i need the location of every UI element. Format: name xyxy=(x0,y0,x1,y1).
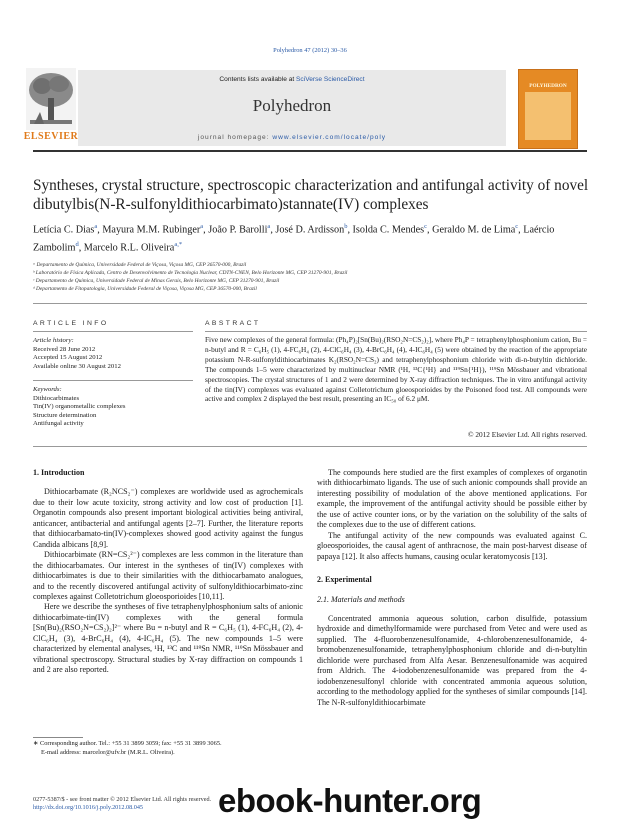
article-info-heading: ARTICLE INFO xyxy=(33,320,109,327)
contents-prefix: Contents lists available at xyxy=(219,76,297,83)
doi-link[interactable]: http://dx.doi.org/10.1016/j.poly.2012.08.045 xyxy=(33,804,144,812)
keyword: Antifungal activity xyxy=(33,420,84,428)
contents-line xyxy=(78,76,506,83)
keyword: Dithiocarbimates xyxy=(33,394,80,402)
abstract-rule xyxy=(205,331,587,332)
author-name[interactable]: Mayura M.M. Rubinger xyxy=(102,224,201,236)
cover-image xyxy=(525,92,571,140)
journal-homepage xyxy=(78,134,506,141)
history-received: Received 28 June 2012 xyxy=(33,345,96,353)
history-accepted: Accepted 15 August 2012 xyxy=(33,354,103,362)
author-affiliation-mark[interactable]: d xyxy=(75,240,79,248)
author-name[interactable]: Isolda C. Mendes xyxy=(352,224,425,236)
article-title: Syntheses, crystal structure, spectroscopic characterization and antifungal activity of novel dibutylbis(N-R-sulfonyldithiocarbimato)stannate(IV) complexes xyxy=(33,177,589,213)
author-name[interactable]: Letícia C. Dias xyxy=(33,224,95,236)
body-paragraph: The antifungal activity of the new compounds was evaluated against C. gloeosporioides, the causal agent of anthracnose, the main post-harvest disease of papaya [12]. It also affects humans, causing ocular keratomycosis [13]. xyxy=(317,530,587,561)
author-affiliation-mark[interactable]: c xyxy=(515,223,519,230)
experimental-heading: 2. Experimental xyxy=(317,575,372,585)
author-affiliation-mark[interactable]: a xyxy=(200,223,204,230)
homepage-link[interactable]: www.elsevier.com/locate/poly xyxy=(272,134,387,141)
article-history xyxy=(33,337,193,371)
abstract-heading: ABSTRACT xyxy=(205,320,261,327)
journal-citation[interactable]: Polyhedron 47 (2012) 30–36 xyxy=(273,47,347,54)
author-name[interactable]: José D. Ardisson xyxy=(275,224,345,236)
keyword: Structure determination xyxy=(33,411,97,419)
info-rule xyxy=(33,331,193,332)
author-affiliation-mark[interactable]: a xyxy=(94,223,98,230)
intro-paragraph: Here we describe the syntheses of five tetraphenylphosphonium salts of anionic dithiocarbimate-tin(IV) complexes with the general formula [Sn(Bu)₂(RSO₂N=CS₂)₂]²⁻ where Bu = n-butyl and R = C₆H₅ (1), 4-FC₆H₄ (2), 4-ClC₆H₄ (3), 4-BrC₆H₄ (4), 4-IC₆H₄ (5). The new compounds 1–5 were characterized by elemental analyses, ¹H, ¹³C and ¹¹⁹Sn NMR, ¹¹⁹Sn Mössbauer and vibrational spectroscopy. Structural studies by X-ray diffraction on compounds 1 and 2 are also reported. xyxy=(33,602,303,675)
affiliation-b: ᵇ Laboratório de Física Aplicada, Centro de Desenvolvimento de Tecnologia Nuclear, CDTN-CNEN, Belo Horizonte MG, CEP 31270-901, Brazil xyxy=(33,270,348,276)
elsevier-logo[interactable]: ELSEVIER xyxy=(23,131,79,142)
abstract-bottom-rule xyxy=(33,446,587,447)
affiliation-a: ᵃ Departamento de Química, Universidade Federal de Viçosa, Viçosa MG, CEP 36570-000, Brazil xyxy=(33,262,247,268)
info-top-rule xyxy=(33,303,587,304)
footnote-rule xyxy=(33,737,83,738)
keyword: Tin(IV) organometallic complexes xyxy=(33,403,126,411)
author-name[interactable]: Geraldo M. de Lima xyxy=(432,224,516,236)
author-affiliation-mark[interactable]: a,* xyxy=(174,240,183,248)
introduction-section xyxy=(33,468,303,676)
corresponding-author: ∗ Corresponding author. Tel.: +55 31 3899 3059; fax: +55 31 3899 3065. xyxy=(33,740,222,747)
journal-name: Polyhedron xyxy=(252,96,332,115)
author-affiliation-mark[interactable]: a xyxy=(267,223,271,230)
body-paragraph: The compounds here studied are the first examples of complexes of organotin with dithiocarbimato ligands. The use of such anionic compounds shall provide an interesting possibility of modulation of the above mentioned applications. For example, the improvement of the antifungal activity should be possible either by the use of active counter ions, or by the variation on the solubility of the salts of the complexes due to the use of different cations. xyxy=(317,468,587,530)
homepage-prefix: journal homepage: xyxy=(197,134,273,141)
author-list: Letícia C. Dias$^a$, Mayura M.M. Rubinger$^a$, João P. Barolli$^a$, José D. Ardisson$^b$, Isolda C. Mendes$^c$, Geraldo M. de Lima$^c$, Laércio Zambolim$^d$, Marcelo R.L. Oliveira$^{a,*}$ xyxy=(33,223,555,254)
author-affiliation-mark[interactable]: b xyxy=(344,223,348,230)
history-label: Article history: xyxy=(33,337,74,344)
history-online: Available online 30 August 2012 xyxy=(33,362,121,370)
materials-heading: 2.1. Materials and methods xyxy=(317,594,405,604)
intro-paragraph: Dithiocarbimate (RN=CS₂²⁻) complexes are less common in the literature than the dithiocarbamates. Our interest in the syntheses of tin(IV) complexes with dithiocarbimates is due to their similarities with the dithiocarbamato analogues, and to the recently discovered antifungal activity of sulfonyldithiocarbimato-zinc complexes against Colletotrichum gloeosporioides [10,11]. xyxy=(33,550,303,601)
author-name[interactable]: Marcelo R.L. Oliveira xyxy=(83,242,175,254)
intro-paragraph: Dithiocarbamate (R₂NCS₂⁻) complexes are worldwide used as agrochemicals due to their low acute toxicity, strong activity and low cost of production [1]. Organotin compounds also present important biological activities being antiviral, anticancer, antibacterial and antifungal agents [2–7]. Further, the literature reports that dithiocarbamato-tin(IV)-complexes showed good activity against the fungus Candida albicans [8,9]. xyxy=(33,487,303,549)
watermark: ebook-hunter.org xyxy=(218,782,482,819)
introduction-heading: 1. Introduction xyxy=(33,468,85,477)
materials-paragraph: Concentrated ammonia aqueous solution, carbon disulfide, potassium hydroxide and dimethylformamide were purchased from Vetec and were used as supplied. The 4-fluorobenzenesulfonamide, 4-chlorobenzenesulfonamide, 4-bromobenzenesulfonamide, tetraphenylphosphonium chloride and di-n-butyltin dichloride were purchased from Alfa Aesar. Benzenesulfonamide was acquired from Aldrich. The 4-iodobenzenesulfonamide was prepared from the 4-iodobenzenesulfonyl chloride with concentrated ammonia aqueous solution, according to the methodology applied for the syntheses of similar compounds [14]. The N-R-sulfonyldithiocarbimate xyxy=(317,613,587,707)
affiliation-c: ᶜ Departamento de Química, Universidade Federal de Minas Gerais, Belo Horizonte MG, CEP 31270-901, Brazil xyxy=(33,278,280,284)
issn-line: 0277-5387/$ - see front matter © 2012 Elsevier Ltd. All rights reserved. xyxy=(33,796,212,803)
keywords-rule xyxy=(33,380,193,381)
keywords xyxy=(33,386,193,429)
author-name[interactable]: Laércio Zambolim xyxy=(33,224,555,254)
author-email[interactable]: E-mail address: marcelor@ufv.br (M.R.L. Oliveira). xyxy=(41,748,175,756)
abstract-text: Five new complexes of the general formula: (Ph₄P)₂[Sn(Bu)₂(RSO₂N=CS₂)₂], where Ph₄P = tetraphenylphosphonium cation, Bu = n-butyl and R = C₆H₅ (1), 4-FC₆H₄ (2), 4-ClC₆H₄ (3), 4-BrC₆H₄ (4), 4-IC₆H₄ (5) were obtained by the reaction of the appropriate potassium N-R-sulfonyldithiocarbimates K₂(RSO₂N=CS₂) and tetraphenylphosphonium chloride with di-n-butyltin dichloride. The compounds 1–5 were characterized by multinuclear NMR (¹H, ¹³C{¹H} and ¹¹⁹Sn{¹H}), ¹¹⁹Sn Mössbauer and vibrational spectroscopies. The crystal structures of 1 and 2 were determined by X-ray diffraction techniques. The in vitro antifungal activity of the tin(IV) complexes was evaluated against Colletotrichum gloeosporioides by the Poisoned food test. All compounds were active and complex 2 displayed the best result, presenting an IC₅₀ of 6.2 μM. xyxy=(205,335,587,404)
header-rule xyxy=(33,150,587,152)
footnote xyxy=(33,740,303,757)
abstract-copyright: © 2012 Elsevier Ltd. All rights reserved. xyxy=(467,430,587,439)
author-affiliation-mark[interactable]: c xyxy=(424,223,428,230)
keywords-label: Keywords: xyxy=(33,386,62,393)
right-column xyxy=(317,468,587,708)
cover-title: POLYHEDRON xyxy=(529,83,567,89)
author-name[interactable]: João P. Barolli xyxy=(208,224,268,236)
affiliation-d: ᵈ Departamento de Fitopatologia, Universidade Federal de Viçosa, Viçosa MG, CEP 36570-000, Brazil xyxy=(33,286,257,292)
sciencedirect-link[interactable]: SciVerse ScienceDirect xyxy=(296,76,365,83)
